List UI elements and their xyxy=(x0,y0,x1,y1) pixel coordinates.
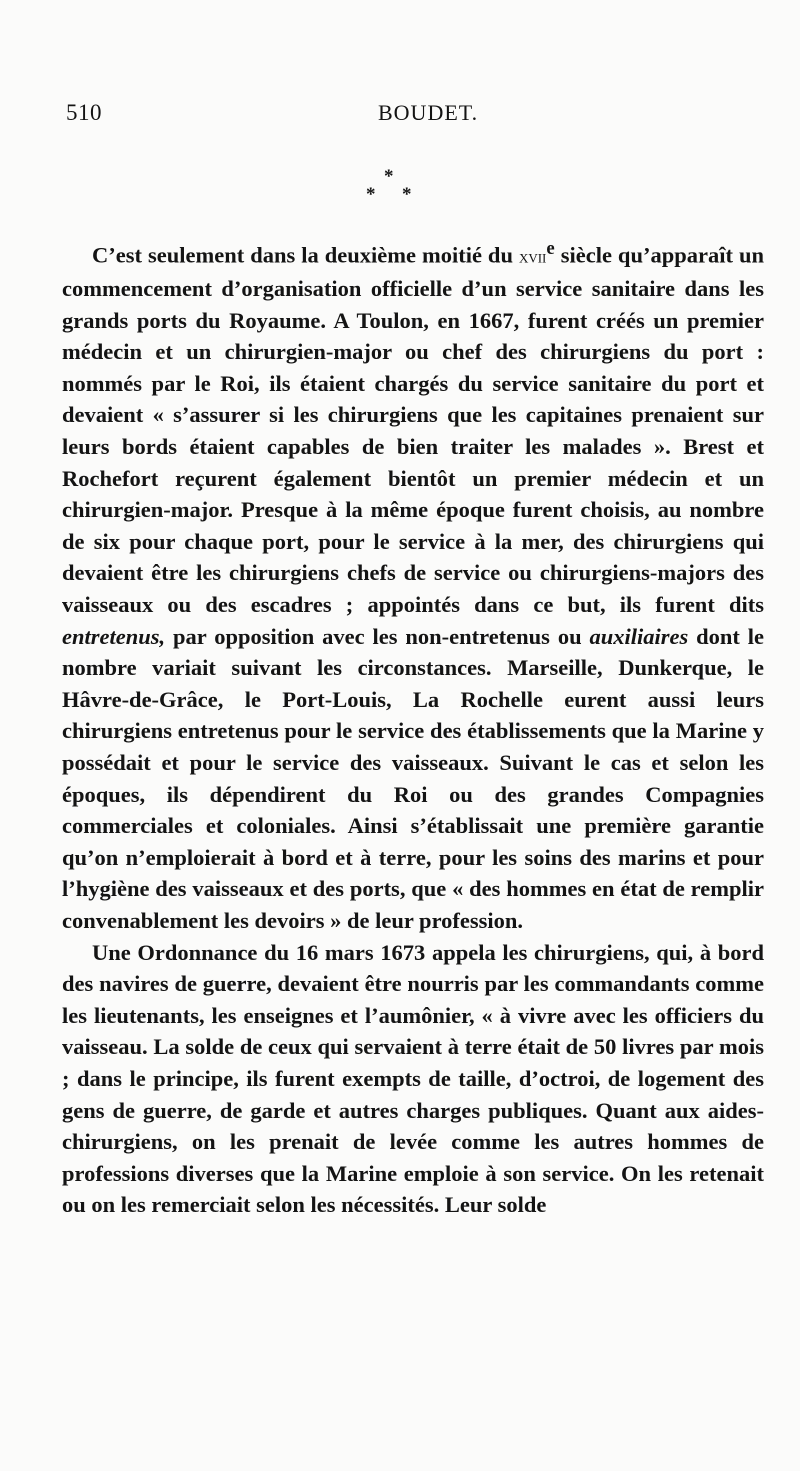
paragraph-2: Une Ordonnance du 16 mars 1673 appela les chirurgiens, qui, à bord des navires de guerre, devaient être nourris par les commandants comme les lieutenants, les enseignes et l’aumônier, « à vivre avec les officiers du vaisseau. La solde de ceux qui servaient à terre était de 50 livres par mois ; dans le principe, ils furent exempts de taille, d’octroi, de logement des gens de guerre, de garde et autres charges publiques. Quant aux aides-chirurgiens, on les prenait de levée comme les autres hommes de professions diverses que la Marine emploie à son service. On les retenait ou on les remerciait selon les nécessités. Leur solde xyxy=(62,939,764,1218)
text-run: C’est seulement dans la deuxième moitié du xyxy=(92,242,519,268)
text-run: dont le nombre variait suivant les circonstances. Marseille, Dunkerque, le Hâvre-de-Grâce, le Port-Louis, La Rochelle eurent aussi leurs chirurgiens entretenus pour le service des établissements que la Marine y possédait et pour le service des vaisseaux. Suivant le cas et selon les époques, ils dépendirent du Roi ou des grandes Compagnies commerciales et coloniales. Ainsi s’établissait une première garantie qu’on n’emploierait à bord et à terre, pour les soins des marins et pour l’hygiène des vaisseaux et des ports, que « des hommes en état de remplir convenablement les devoirs » de leur profession. xyxy=(62,623,764,933)
asterism-star: * xyxy=(384,166,394,187)
italic-term: auxiliaires xyxy=(589,623,689,649)
italic-term: entretenus, xyxy=(62,623,166,649)
body-text xyxy=(62,233,764,1221)
page-number: 510 xyxy=(66,100,102,125)
century-numeral: xvii xyxy=(518,246,547,268)
century-superscript: e xyxy=(546,238,555,259)
text-run: par opposition avec les non-entretenus ou xyxy=(165,623,590,649)
paragraph-1 xyxy=(62,233,764,937)
text-run: siècle qu’apparaît un commencement d’organisation officielle d’un service sanitaire dans les grands ports du Royaume. A Toulon, en 1667, furent créés un premier médecin et un chirurgien-major ou chef des chirurgiens du port : nommés par le Roi, ils étaient chargés du service sanitaire du port et devaient « s’assurer si les chirurgiens que les capitaines prenaient sur leurs bords étaient capables de bien traiter les malades ». Brest et Rochefort reçurent également bientôt un premier médecin et un chirurgien-major. Presque à la même époque furent choisis, au nombre de six pour chaque port, pour le service à la mer, des chirurgiens qui devaient être les chirurgiens chefs de service ou chirurgiens-majors des vaisseaux ou des escadres ; appointés dans ce but, ils furent dits xyxy=(62,242,764,618)
asterism-separator xyxy=(360,166,460,216)
asterism-star: * xyxy=(366,184,376,205)
asterism-star: * xyxy=(402,184,412,205)
running-head: BOUDET. xyxy=(378,100,479,125)
page-header xyxy=(66,100,766,130)
